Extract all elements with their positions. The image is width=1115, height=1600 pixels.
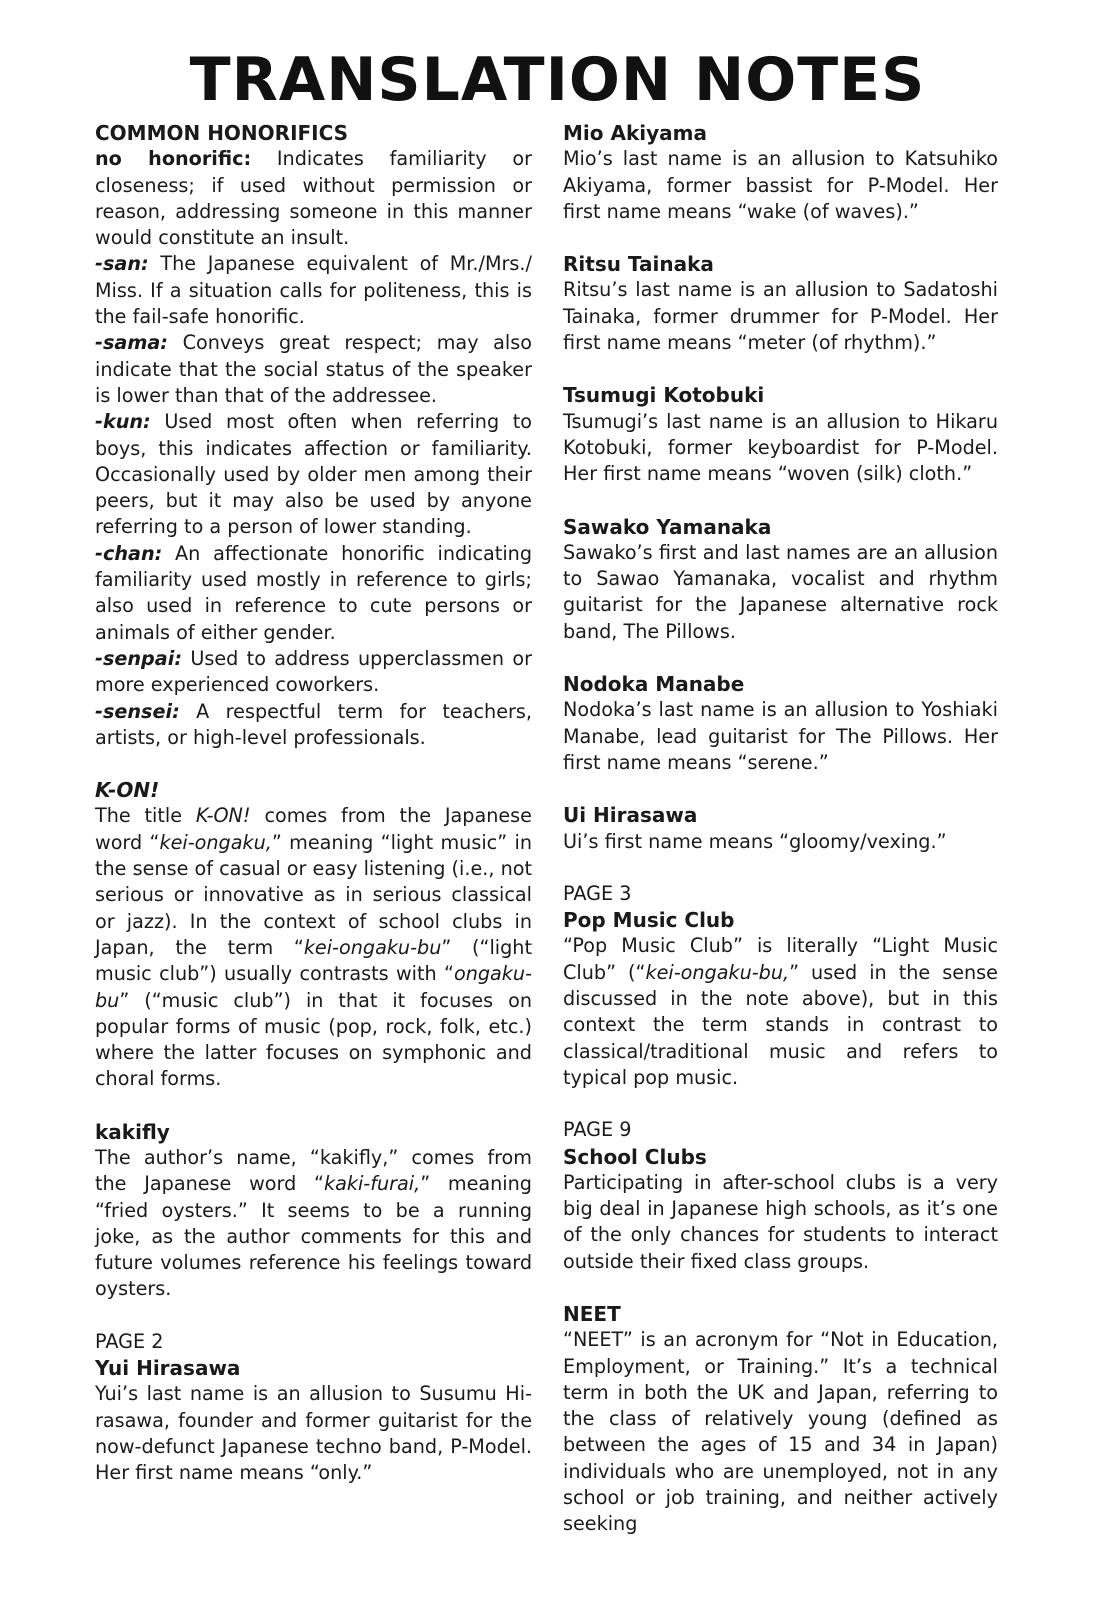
italic-run: kei-ongaku-bu <box>303 935 442 959</box>
honorific-entry <box>95 541 532 646</box>
sawako-section <box>563 514 998 645</box>
honorific-definition: Conveys great respect; may also indicate that the social status of the speaker is lower than that of the addressee. <box>95 331 532 407</box>
honorific-definition: Used to address upperclassmen or more experienced coworkers. <box>95 646 532 697</box>
honorific-definition: Used most often when referring to boys, this indicates affection or familiarity. Occasionally used by older men among their peers, but it may also be used by anyone referring to a person of lower standing. <box>95 410 532 539</box>
section-heading: Yui Hirasawa <box>95 1356 241 1381</box>
note-text: Tsumugi’s last name is an allusion to Hikaru Kotobuki, former keyboardist for P-Model. Her first name means “woven (silk) cloth.” <box>563 409 998 486</box>
ritsu-section <box>563 251 998 356</box>
section-heading: Sawako Yamanaka <box>563 514 772 539</box>
section-heading: NEET <box>563 1301 621 1326</box>
note-text: “NEET” is an acronym for “Not in Education, Employment, or Training.” It’s a technical term in both the UK and Japan, referring to the class of relatively young (defined as between the ages of 15 and 34 in Japan) individuals who are unemployed, not in any school or job training, and neither actively seeking <box>563 1328 998 1536</box>
italic-run: kei-ongaku, <box>159 830 272 854</box>
school-clubs-section <box>563 1117 998 1275</box>
text-run: The author’s name, “kakifly,” comes from the Japanese word “ <box>95 1145 532 1196</box>
text-run: ” (“music club”) in that it focuses on popular forms of music (pop, rock, folk, etc.) where the latter focuses on symphonic and choral forms. <box>95 988 532 1091</box>
honorific-entry <box>95 251 532 330</box>
text-run: The title <box>95 804 196 828</box>
italic-run: kaki-furai, <box>323 1172 421 1196</box>
honorific-term: -chan: <box>95 541 163 565</box>
honorific-term: -senpai: <box>95 646 182 670</box>
mio-section <box>563 120 998 225</box>
italic-run: K-ON! <box>195 804 251 828</box>
honorific-definition: A respectful term for teachers, artists, or high-level professionals. <box>95 699 532 749</box>
section-heading: Ui Hirasawa <box>563 803 698 828</box>
note-text: Ritsu’s last name is an allusion to Sadatoshi Tainaka, former drummer for P-Model. Her first name means “meter (of rhythm).” <box>563 278 998 355</box>
neet-section <box>563 1301 998 1538</box>
honorific-definition: The Japanese equivalent of Mr./Mrs./ Miss. If a situation calls for politeness, this is the fail-safe honorific. <box>95 252 532 329</box>
section-heading: School Clubs <box>563 1144 707 1169</box>
right-column <box>563 120 998 1538</box>
honorific-term: -sensei: <box>95 699 180 723</box>
note-text <box>563 933 998 1091</box>
kakifly-section <box>95 1119 532 1303</box>
honorific-definition: An affectionate honorific indicating familiarity used mostly in reference to girls; also used in reference to cute persons or animals of either gender. <box>95 541 532 644</box>
note-text: Participating in after-school clubs is a very big deal in Japanese high schools, as it’s one of the only chances for students to interact outside their fixed class groups. <box>563 1170 998 1273</box>
page-title: TRANSLATION NOTES <box>189 45 926 115</box>
section-heading: K-ON! <box>95 778 160 803</box>
page-label: PAGE 2 <box>95 1329 164 1353</box>
note-text: Nodoka’s last name is an allusion to Yoshiaki Manabe, lead guitarist for The Pillows. Her first name means “serene.” <box>563 698 998 774</box>
section-heading: Pop Music Club <box>563 908 735 933</box>
section-heading: Ritsu Tainaka <box>563 252 714 277</box>
text-run: comes from the Japanese word “ <box>95 804 532 854</box>
note-text <box>95 803 532 1092</box>
note-text: Sawako’s first and last names are an allusion to Sawao Yamanaka, vocalist and rhythm guitarist for the Japanese alternative rock band, The Pillows. <box>563 540 998 643</box>
page-label: PAGE 9 <box>563 1118 632 1142</box>
section-heading: Mio Akiyama <box>563 121 707 145</box>
note-text: Ui’s first name means “gloomy/vexing.” <box>563 829 947 853</box>
honorific-definition: Indicates familiarity or closeness; if used without permission or reason, addressing someone in this manner would constitute an insult. <box>95 147 532 250</box>
ui-section <box>563 802 998 855</box>
honorifics-section <box>95 120 532 751</box>
honorific-term: -kun: <box>95 410 151 434</box>
section-heading: Nodoka Manabe <box>563 672 745 697</box>
note-text: Yui’s last name is an allusion to Susumu Hirasawa, founder and former guitarist for the now-defunct Japanese techno band, P-Model. Her first name means “only.” <box>95 1382 532 1485</box>
honorific-entry <box>95 699 532 752</box>
honorific-entry <box>95 330 532 409</box>
text-run: ” meaning “fried oysters.” It seems to be a running joke, as the author comments for this and future volumes reference his feelings toward oysters. <box>95 1172 532 1301</box>
note-text: Mio’s last name is an allusion to Katsuhiko Akiyama, former bassist for P-Model. Her first name means “wake (of waves).” <box>563 147 998 223</box>
nodoka-section <box>563 671 998 776</box>
text-run: ” (“light music club”) usually contrasts with “ <box>95 935 532 986</box>
section-heading: kakifly <box>95 1119 170 1144</box>
pop-music-section <box>563 881 998 1091</box>
tsumugi-section <box>563 382 998 487</box>
kon-section <box>95 777 532 1093</box>
yui-section <box>95 1329 532 1487</box>
honorific-entry <box>95 409 532 540</box>
left-column <box>95 120 532 1487</box>
text-run: “Pop Music Club” is literally “Light Music Club” (“ <box>563 934 998 984</box>
section-heading: COMMON HONORIFICS <box>95 121 349 145</box>
text-run: ” meaning “light music” in the sense of casual or easy listening (i.e., not serious or innovative as in serious classical or jazz). In the context of school clubs in Japan, the term “ <box>95 830 532 959</box>
honorific-term: no honorific: <box>95 147 252 171</box>
italic-run: ongaku-bu <box>95 962 532 1012</box>
honorific-entry <box>95 146 532 251</box>
note-text <box>95 1145 532 1303</box>
honorific-term: -sama: <box>95 331 168 355</box>
page-label: PAGE 3 <box>563 881 632 905</box>
italic-run: kei-ongaku-bu, <box>645 960 790 984</box>
honorific-entry <box>95 646 532 699</box>
honorific-term: -san: <box>95 252 149 276</box>
section-heading: Tsumugi Kotobuki <box>563 383 765 408</box>
text-run: ” used in the sense discussed in the note above), but in this context the term stands in contrast to classical/traditional music and refers to typical pop music. <box>563 960 998 1089</box>
